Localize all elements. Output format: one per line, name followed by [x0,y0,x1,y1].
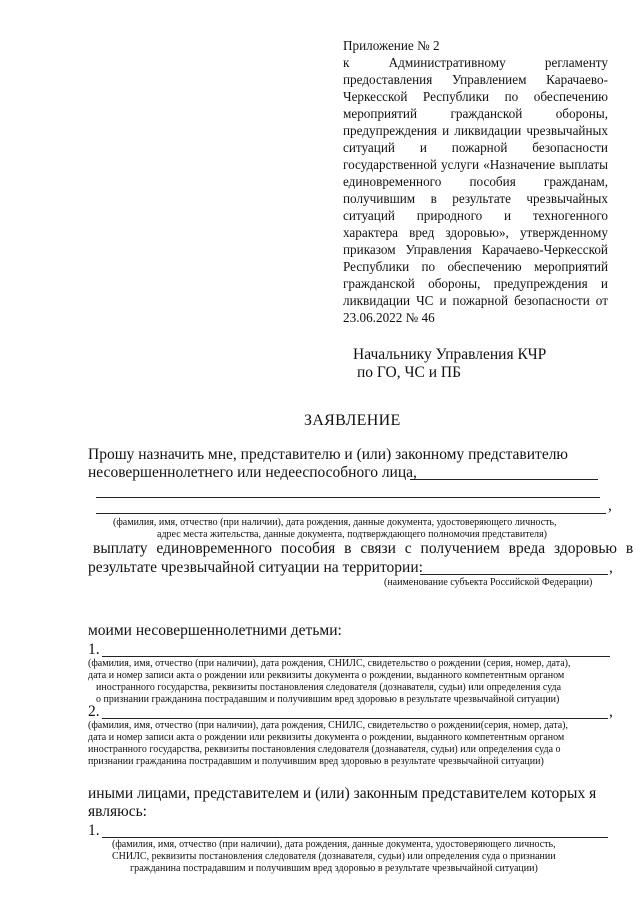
item-number: 1. [88,641,100,658]
field-caption: (наименование субъекта Российской Федерации) [384,577,593,588]
comma: , [609,559,613,576]
others-heading-2: являюсь: [88,803,147,820]
children-heading: моими несовершеннолетними детьми: [88,622,342,639]
others-heading: иными лицами, представителем и (или) законным представителем которых я [88,785,597,802]
appendix-line: гражданской обороны, предупреждения и [343,276,608,291]
item-number: 2. [88,703,100,720]
appendix-line: характера вред здоровью», утвержденному [343,225,608,240]
territory-field[interactable] [420,574,608,575]
appendix-line: к Административному регламенту [343,55,608,70]
appendix-line: мероприятий гражданской обороны, [343,106,608,121]
addressee-line-2: по ГО, ЧС и ПБ [357,364,461,381]
other-person-1-field[interactable] [102,837,608,838]
field-caption: (фамилия, имя, отчество (при наличии), дата рождения, данные документа, удостоверяющего личность, [113,517,557,528]
child-1-field[interactable] [102,656,610,657]
field-caption: иностранного государства, реквизиты постановления следователя (дознавателя, судьи) или определения суда [96,682,562,693]
appendix-title: Приложение № 2 [343,38,440,53]
appendix-line: Республики по обеспечению мероприятий [343,259,608,274]
field-caption: (фамилия, имя, отчество (при наличии), дата рождения, данные документа, удостоверяющего личность, [112,839,556,850]
field-caption: дата и номер записи акта о рождении или реквизиты документа о рождении, выданного компетентным органом [88,732,565,743]
applicant-details-field[interactable] [96,497,600,498]
appendix-line: ситуаций природного и техногенного [343,208,608,223]
appendix-line: единовременного пособия гражданам, [343,174,608,189]
field-caption: признании гражданина пострадавшим и получившим вред здоровью в результате чрезвычайной ситуации) [88,756,544,767]
appendix-line: ситуаций и пожарной безопасности [343,140,608,155]
appendix-line: Черкесской Республики по обеспечению [343,89,608,104]
territory-line: результате чрезвычайной ситуации на территории: [88,559,423,576]
payment-line: выплату единовременного пособия в связи с получением вреда здоровью в [93,540,634,557]
appendix-line: предупреждения и ликвидации чрезвычайных [343,123,608,138]
field-caption: о признании гражданина пострадавшим и получившим вред здоровью в результате чрезвычайной ситуации) [96,694,560,705]
appendix-line: приказом Управления Карачаево-Черкесской [343,242,608,257]
field-caption: (фамилия, имя, отчество (при наличии), дата рождения, СНИЛС, свидетельство о рождении (серия, номер, дата), [88,658,571,669]
addressee-line-1: Начальнику Управления КЧР [353,346,547,363]
field-caption: гражданина пострадавшим и получившим вред здоровью в результате чрезвычайной ситуации) [130,863,538,874]
request-line-1: Прошу назначить мне, представителю и (или) законному представителю [88,446,569,463]
appendix-line: ликвидации ЧС и пожарной безопасности от [343,293,608,308]
field-caption: дата и номер записи акта о рождении или реквизиты документа о рождении, выданного компетентным органом [88,670,565,681]
appendix-line: предоставления Управлением Карачаево- [343,72,608,87]
item-number: 1. [88,822,100,839]
field-caption: иностранного государства, реквизиты постановления следователя (дознавателя, судьи) или определения суда о [88,744,561,755]
appendix-line: получившим в результате чрезвычайных [343,191,608,206]
field-caption: адрес места жительства, данные документа, подтверждающего полномочия представителя) [157,529,547,540]
applicant-details-field-2[interactable] [96,513,606,514]
applicant-name-field[interactable] [410,479,598,480]
appendix-line: 23.06.2022 № 46 [343,310,435,325]
appendix-line: государственной услуги «Назначение выплаты [343,157,608,172]
child-2-field[interactable] [102,718,608,719]
comma: , [609,703,613,720]
field-caption: (фамилия, имя, отчество (при наличии), дата рождения, СНИЛС, свидетельство о рождении(серия, номер, дата), [88,720,568,731]
document-title: ЗАЯВЛЕНИЕ [304,412,401,429]
comma: , [608,497,612,514]
field-caption: СНИЛС, реквизиты постановления следователя (дознавателя, судьи) или определения суда о признании [112,851,556,862]
request-line-2: несовершеннолетнего или недееспособного лица, [88,464,417,481]
